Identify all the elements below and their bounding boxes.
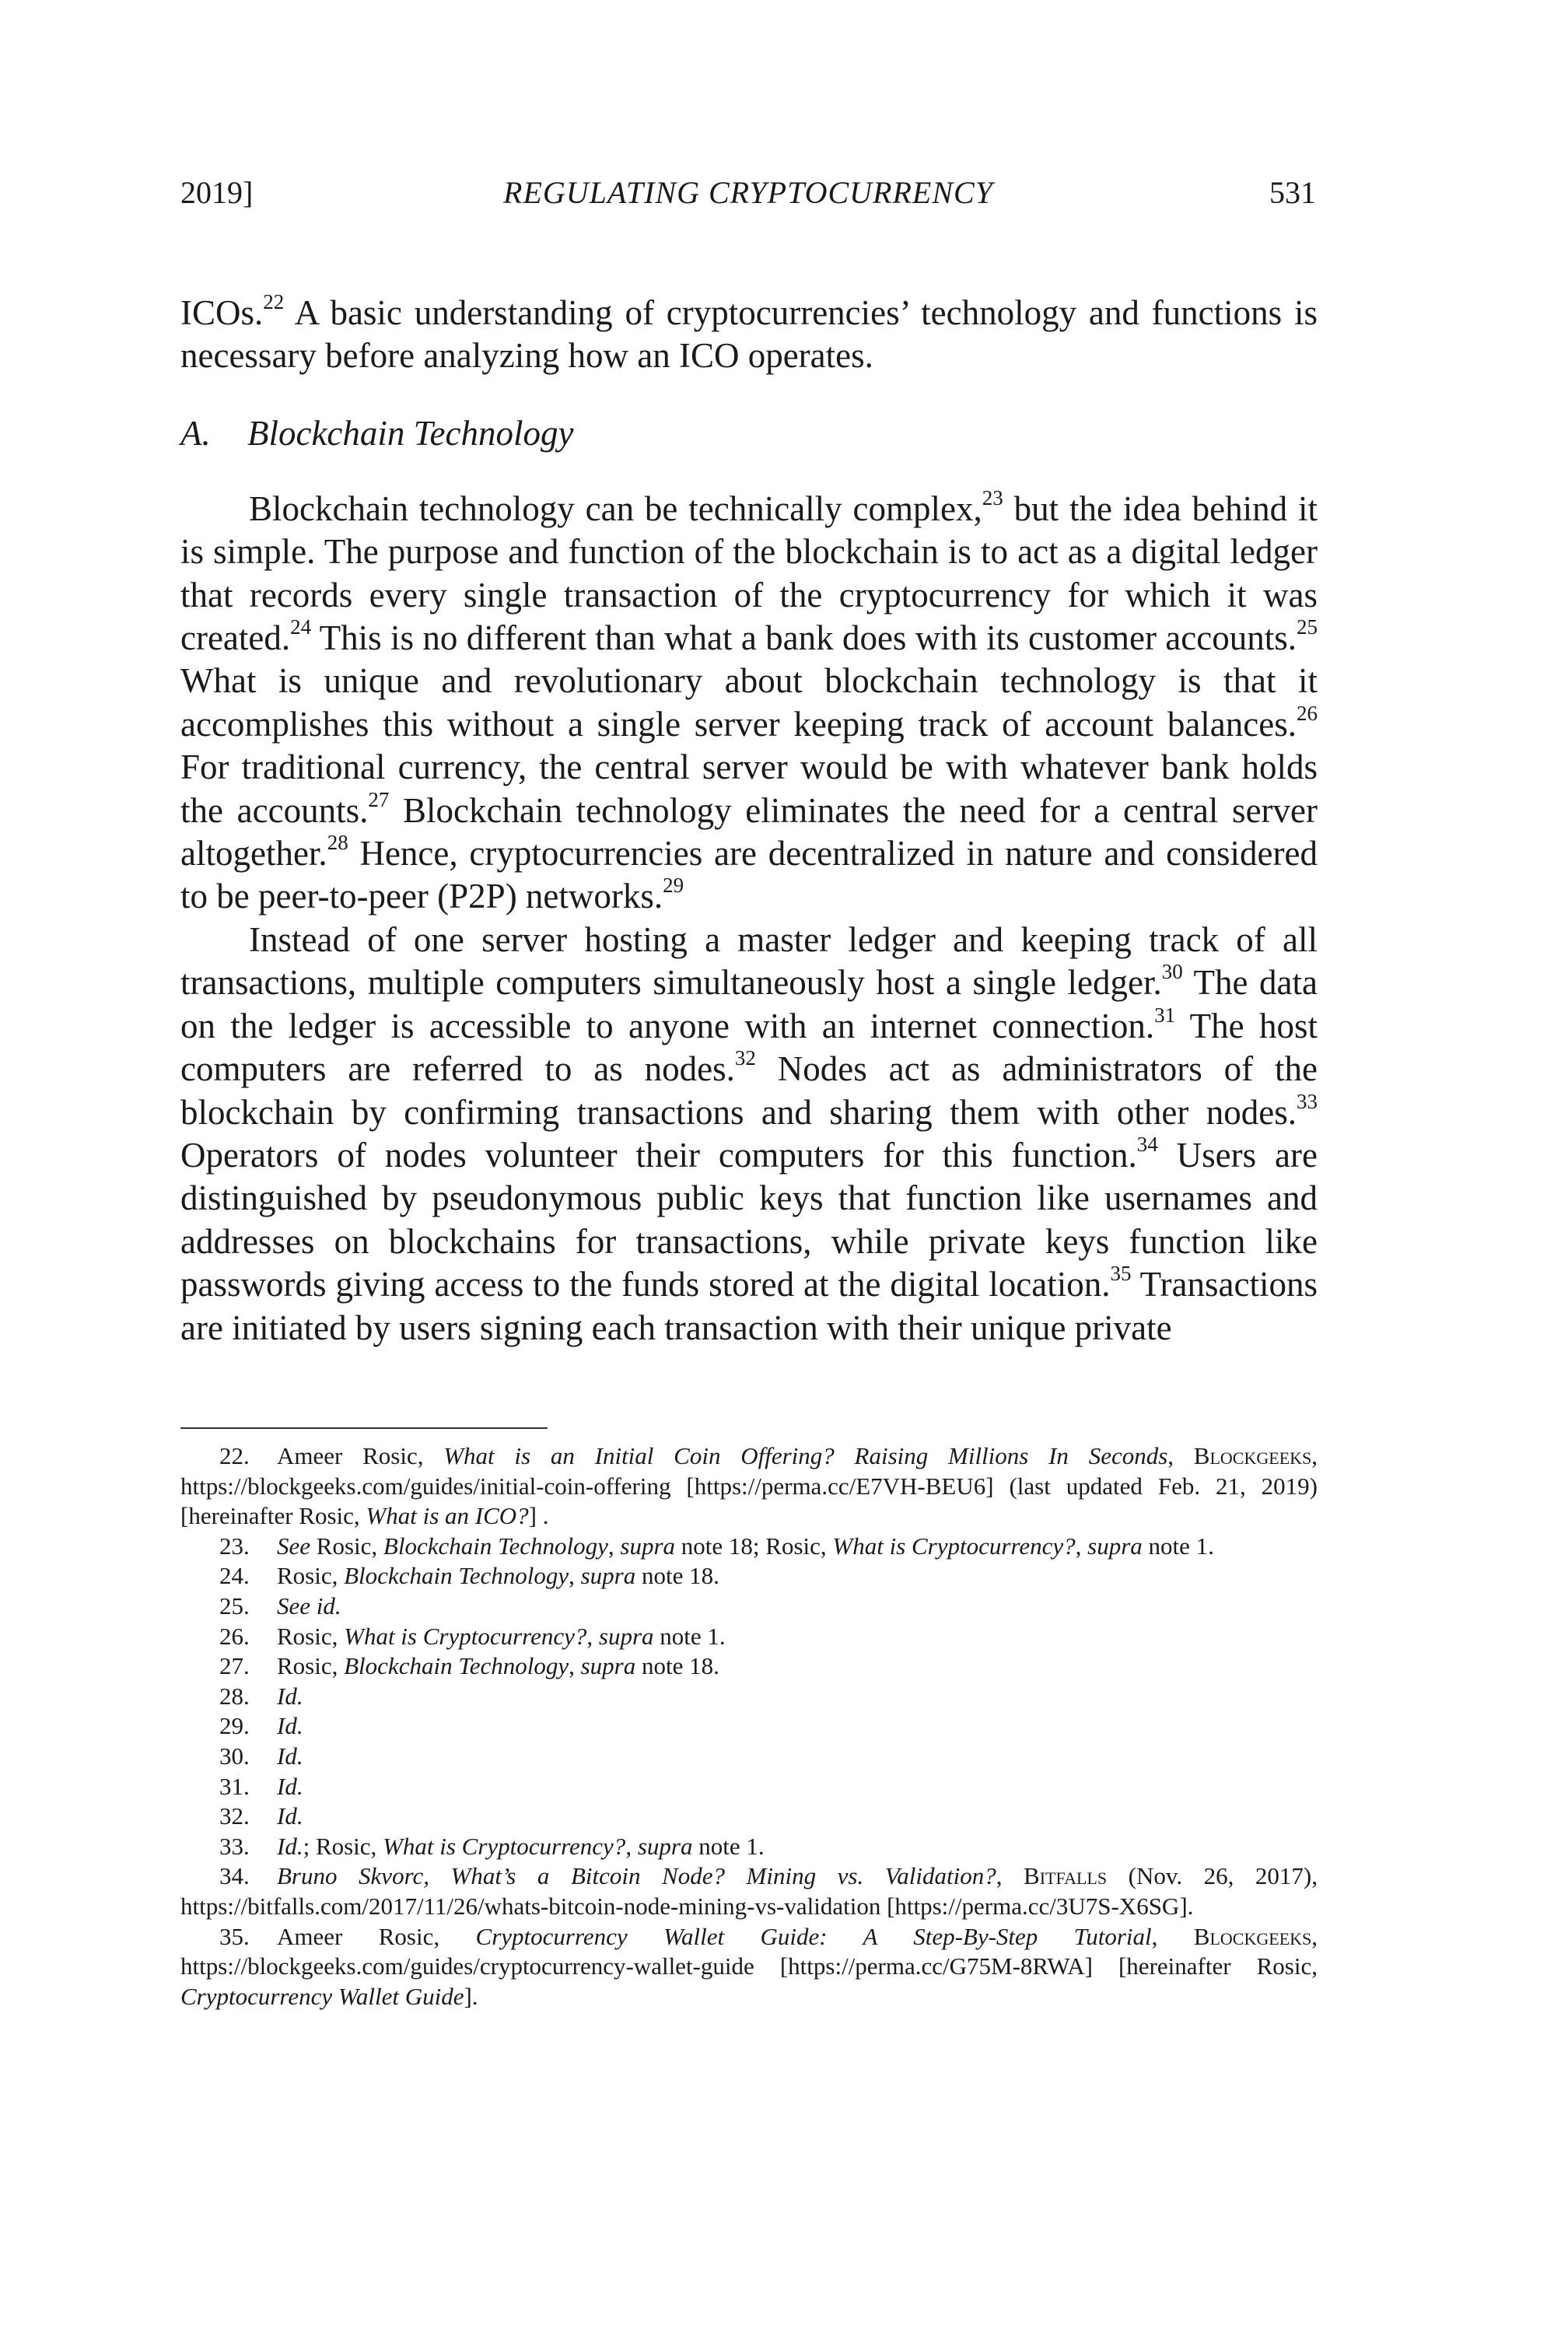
footnote-number: 25.	[219, 1591, 250, 1619]
text: Rosic,	[277, 1562, 345, 1590]
text: supra	[580, 1652, 636, 1680]
text: What is an ICO?	[366, 1502, 529, 1530]
text: , https://blockgeeks.com/guides/initial-coin-offering [https://perma.cc/E7VH-BEU6] (last updated Feb. 21, 2019) [hereinafter Rosic,	[180, 1442, 1318, 1530]
footnote-number: 35.	[219, 1922, 250, 1950]
footnote-34	[180, 1861, 1318, 1921]
text: For traditional currency, the central server would be with whatever bank holds the accounts.	[180, 748, 1318, 830]
footnote-number: 22.	[219, 1442, 250, 1469]
text: ,	[569, 1652, 581, 1680]
text: Instead of one server hosting a master ledger and keeping track of all transactions, multiple computers simultaneously host a single ledger.	[180, 919, 1318, 1003]
text: Transactions are initiated by users signing each transaction with their unique private	[180, 1265, 1318, 1347]
text: Blockgeeks	[1193, 1442, 1312, 1469]
footnote-number: 30.	[219, 1742, 250, 1770]
text: supra	[637, 1832, 693, 1860]
footnote-29	[180, 1711, 1318, 1742]
text: note 1.	[692, 1832, 765, 1860]
text: supra	[620, 1532, 676, 1560]
text: ,	[1167, 1442, 1194, 1469]
footnote-ref-29: 29	[663, 874, 684, 898]
text: What is Cryptocurrency?	[832, 1532, 1076, 1560]
footnote-31	[180, 1772, 1318, 1802]
footnote-22	[180, 1441, 1318, 1532]
text: supra	[580, 1562, 636, 1590]
text: ] .	[528, 1502, 549, 1530]
footnote-23	[180, 1532, 1318, 1562]
text: Id.	[277, 1712, 303, 1740]
section-title: Blockchain Technology	[247, 413, 574, 453]
text: ,	[996, 1862, 1024, 1890]
text: Rosic,	[277, 1622, 345, 1650]
text: ICOs.	[180, 293, 264, 332]
footnote-32	[180, 1802, 1318, 1832]
footnote-ref-33: 33	[1297, 1089, 1318, 1113]
text: Hence, cryptocurrencies are decentralized in nature and considered to be peer-to-peer (P2P) networks.	[180, 834, 1318, 916]
text: ,	[625, 1832, 638, 1860]
footnote-ref-22: 22	[263, 289, 285, 313]
text: Blockchain Technology	[383, 1532, 608, 1560]
text: This is no different than what a bank does with its customer accounts.	[311, 618, 1297, 658]
footnote-number: 24.	[219, 1562, 250, 1590]
text: Rosic,	[277, 1652, 345, 1680]
text: note 18; Rosic,	[675, 1532, 833, 1560]
footnote-35	[180, 1922, 1318, 2012]
text: ,	[607, 1532, 621, 1560]
text: ; Rosic,	[303, 1832, 383, 1860]
text: Id.	[277, 1682, 303, 1710]
text: Ameer Rosic,	[277, 1922, 476, 1950]
footnote-ref-25: 25	[1297, 615, 1318, 639]
footnote-ref-26: 26	[1297, 701, 1318, 725]
text: What is Cryptocurrency?	[383, 1832, 626, 1860]
footnote-ref-30: 30	[1161, 960, 1183, 984]
footnote-ref-31: 31	[1154, 1003, 1176, 1027]
text: , https://blockgeeks.com/guides/cryptocurrency-wallet-guide [https://perma.cc/G75M-8RWA] [hereinafter Rosic,	[180, 1922, 1318, 1980]
text: Bitfalls	[1024, 1862, 1108, 1890]
text: Ameer Rosic,	[277, 1442, 444, 1469]
text: Nodes act as administrators of the blockchain by confirming transactions and sharing them with other nodes.	[180, 1049, 1318, 1132]
footnote-number: 32.	[219, 1802, 250, 1830]
text: Cryptocurrency Wallet Guide	[180, 1982, 464, 2010]
section-heading	[180, 412, 1318, 455]
text: Blockchain technology can be technically complex,	[249, 488, 982, 528]
text: What is an Initial Coin Offering? Raising Millions In Seconds	[443, 1442, 1168, 1469]
footnote-25	[180, 1591, 1318, 1622]
text: What is unique and revolutionary about blockchain technology is that it accomplishes this without a single server keeping track of account balances.	[180, 661, 1318, 744]
text: See id.	[277, 1591, 341, 1619]
text: The host computers are referred to as nodes.	[180, 1006, 1318, 1089]
text: ].	[464, 1982, 478, 2010]
text: Id.	[277, 1802, 303, 1830]
text: The data on the ledger is accessible to anyone with an internet connection.	[180, 963, 1318, 1045]
text: supra	[1087, 1532, 1143, 1560]
text: Users are distinguished by pseudonymous public keys that function like usernames and addresses on blockchains for transactions, while private keys function like passwords giving access to the funds stored at the digital location.	[180, 1135, 1318, 1304]
text: note 1.	[1142, 1532, 1214, 1560]
text: (Nov. 26, 2017), https://bitfalls.com/2017/11/26/whats-bitcoin-node-mining-vs-validation [https://perma.cc/3U7S-X6SG].	[180, 1862, 1318, 1920]
section-number: A.	[180, 413, 211, 453]
footnote-26	[180, 1622, 1318, 1652]
footnote-number: 27.	[219, 1652, 250, 1680]
footnote-ref-34: 34	[1136, 1132, 1158, 1156]
footnote-27	[180, 1651, 1318, 1682]
footnote-number: 33.	[219, 1832, 250, 1860]
footnote-ref-23: 23	[982, 485, 1003, 509]
text: Operators of nodes volunteer their computers for this function.	[180, 1135, 1137, 1175]
text: Id.	[277, 1772, 303, 1800]
text: Rosic,	[310, 1532, 383, 1560]
footnote-ref-35: 35	[1110, 1261, 1132, 1285]
footnotes	[180, 1441, 1318, 2012]
text: ,	[1075, 1532, 1088, 1560]
footnote-number: 34.	[219, 1862, 250, 1890]
page-number: 531	[1269, 175, 1316, 210]
text: See	[277, 1532, 311, 1560]
footnote-number: 26.	[219, 1622, 250, 1650]
text: note 18.	[635, 1562, 719, 1590]
text: Id.	[277, 1742, 303, 1770]
footnote-28	[180, 1682, 1318, 1712]
text: supra	[598, 1622, 654, 1650]
text: Cryptocurrency Wallet Guide: A Step-By-Step Tutorial	[475, 1922, 1152, 1950]
text: Bruno Skvorc, What’s a Bitcoin Node? Mining vs. Validation?	[277, 1862, 996, 1890]
text: A basic understanding of cryptocurrencies’ technology and functions is necessary before analyzing how an ICO operates.	[180, 293, 1318, 376]
text: Id.	[277, 1832, 303, 1860]
footnote-number: 31.	[219, 1772, 250, 1800]
footnote-ref-24: 24	[290, 615, 312, 639]
text: What is Cryptocurrency?	[344, 1622, 587, 1650]
text: ,	[1151, 1922, 1194, 1950]
running-header	[180, 170, 1316, 216]
text: Blockchain technology eliminates the need for a central server altogether.	[180, 790, 1318, 874]
header-year: 2019]	[180, 175, 254, 210]
text: note 1.	[653, 1622, 726, 1650]
footnote-divider	[180, 1427, 548, 1429]
footnote-ref-27: 27	[368, 787, 390, 811]
text: Blockchain Technology	[344, 1652, 569, 1680]
text: Blockgeeks	[1193, 1922, 1312, 1950]
footnote-number: 29.	[219, 1712, 250, 1740]
text: ,	[586, 1622, 599, 1650]
text: ,	[569, 1562, 581, 1590]
footnote-number: 23.	[219, 1532, 250, 1560]
text: Blockchain Technology	[344, 1562, 569, 1590]
paragraph-blockchain-intro	[180, 485, 1318, 919]
footnote-ref-32: 32	[734, 1045, 756, 1070]
header-running-title: REGULATING CRYPTOCURRENCY	[503, 175, 993, 210]
text: but the idea behind it is simple. The purpose and function of the blockchain is to act as a digital ledger that records every single transaction of the cryptocurrency for which it was created.	[180, 488, 1318, 658]
paragraph-continuation	[180, 289, 1318, 378]
footnote-number: 28.	[219, 1682, 250, 1710]
footnote-30	[180, 1742, 1318, 1772]
footnote-24	[180, 1561, 1318, 1591]
main-text	[180, 289, 1318, 1350]
paragraph-nodes	[180, 919, 1318, 1350]
footnote-33	[180, 1832, 1318, 1862]
footnote-ref-28: 28	[327, 830, 348, 854]
text: note 18.	[635, 1652, 719, 1680]
